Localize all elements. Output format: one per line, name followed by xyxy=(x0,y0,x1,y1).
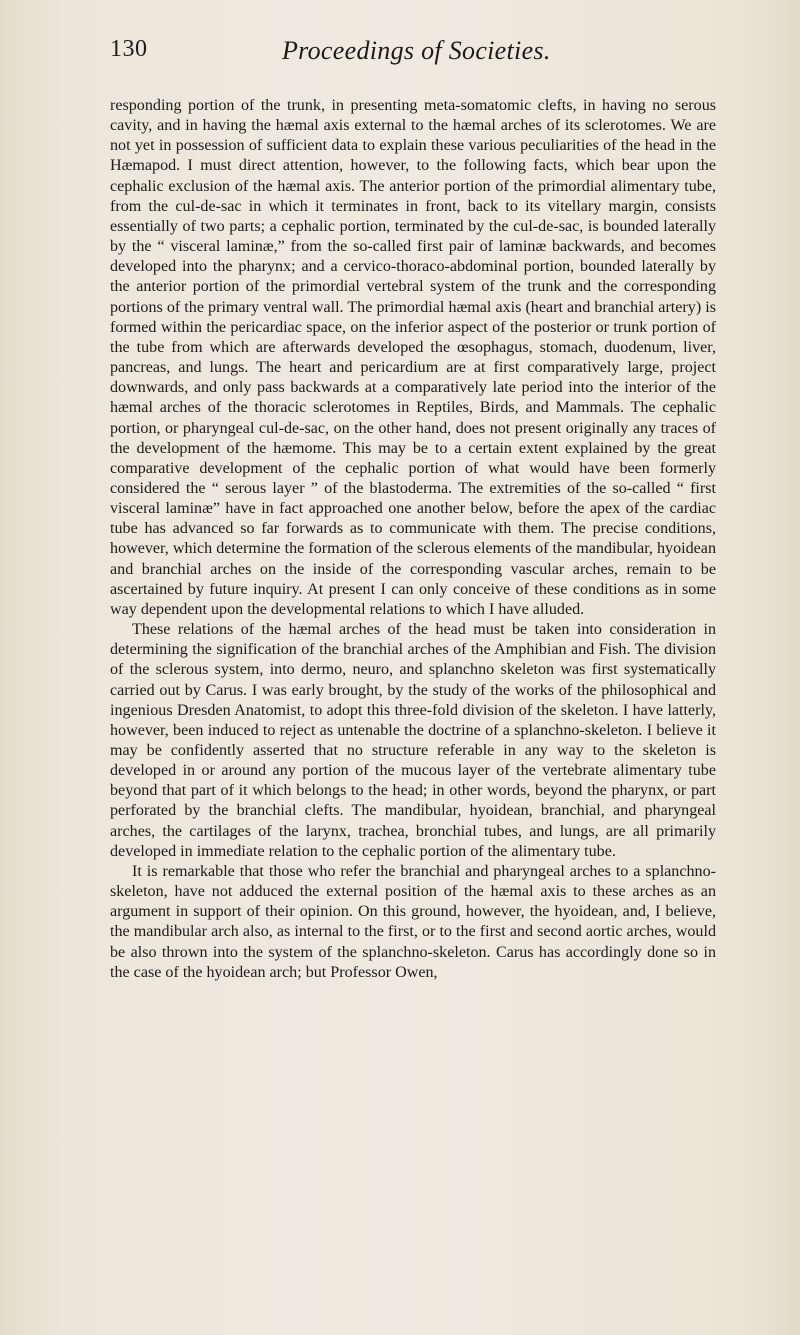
running-head: Proceedings of Societies. xyxy=(282,36,551,65)
page-header xyxy=(110,36,716,76)
body-text xyxy=(110,96,716,983)
page-number: 130 xyxy=(110,36,148,62)
paragraph-3: It is remarkable that those who refer the branchial and pharyngeal arches to a splanchno-skeleton, have not adduced the external position of the hæmal axis to these arches as an argument in support of their opinion. On this ground, however, the hyoidean, and, I believe, the mandibular arch also, as internal to the first, or to the first and second aortic arches, would be also thrown into the system of the splanchno-skeleton. Carus has accordingly done so in the case of the hyoidean arch; but Professor Owen, xyxy=(110,862,716,981)
paragraph-1: responding portion of the trunk, in presenting meta-somatomic clefts, in having no serous cavity, and in having the hæmal axis external to the hæmal arches of its sclerotomes. We are not yet in possession of sufficient data to explain these various peculiarities of the head in the Hæmapod. I must direct attention, however, to the following facts, which bear upon the cephalic exclusion of the hæmal axis. The anterior portion of the primordial alimentary tube, from the cul-de-sac in which it terminates in front, back to its vitellary margin, consists essentially of two parts; a cephalic portion, terminated by the cul-de-sac, is bounded laterally by the “ visceral laminæ,” from the so-called first pair of laminæ backwards, and becomes developed into the pharynx; and a cervico-thoraco-abdominal portion, bounded laterally by the anterior portion of the primordial vertebral system of the trunk and the corresponding portions of the primary ventral wall. The primordial hæmal axis (heart and branchial artery) is formed within the pericardiac space, on the inferior aspect of the posterior or trunk portion of the tube from which are afterwards developed the œsophagus, stomach, duodenum, liver, pancreas, and lungs. The heart and pericardium are at first comparatively large, project downwards, and only pass backwards at a comparatively late period into the interior of the hæmal arches of the thoracic sclerotomes in Reptiles, Birds, and Mammals. The cephalic portion, or pharyngeal cul-de-sac, on the other hand, does not present originally any traces of the development of the hæmome. This may be to a certain extent explained by the great comparative development of the cephalic portion of what would have been formerly considered the “ serous layer ” of the blastoderma. The extremities of the so-called “ first visceral laminæ” have in fact approached one another below, before the apex of the cardiac tube has advanced so far forwards as to communicate with them. The precise conditions, however, which determine the formation of the sclerous elements of the mandibular, hyoidean and branchial arches on the inside of the corresponding vascular arches, remain to be ascertained by future inquiry. At present I can only conceive of these conditions as in some way dependent upon the developmental relations to which I have alluded. xyxy=(110,97,716,618)
paragraph-2: These relations of the hæmal arches of the head must be taken into consideration in determining the signification of the branchial arches of the Amphibian and Fish. The division of the sclerous system, into dermo, neuro, and splanchno skeleton was first systematically carried out by Carus. I was early brought, by the study of the works of the philosophical and ingenious Dresden Anatomist, to adopt this three-fold division of the skeleton. I have latterly, however, been induced to reject as untenable the doctrine of a splanchno-skeleton. I believe it may be confidently asserted that no structure referable in any way to the skeleton is developed in or around any portion of the mucous layer of the vertebrate alimentary tube beyond that part of it which belongs to the head; in other words, beyond the pharynx, or part perforated by the branchial clefts. The mandibular, hyoidean, branchial, and pharyngeal arches, the cartilages of the larynx, trachea, bronchial tubes, and lungs, are all primarily developed in immediate relation to the cephalic portion of the alimentary tube. xyxy=(110,621,716,860)
